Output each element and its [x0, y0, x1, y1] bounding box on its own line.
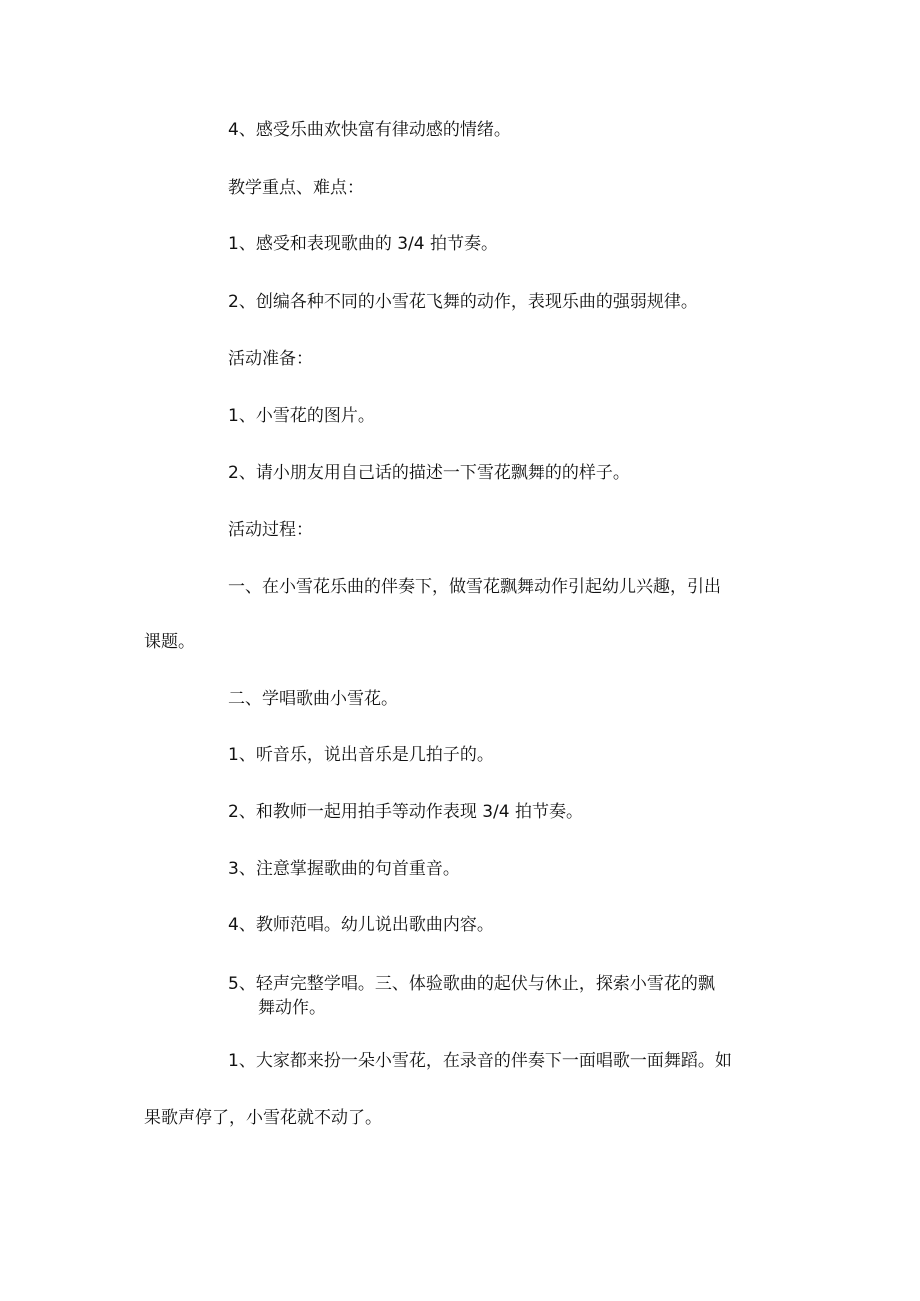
learn-song-2: 2、和教师一起用拍手等动作表现 3/4 拍节奏。 [228, 802, 583, 822]
learn-song-1: 1、听音乐，说出音乐是几拍子的。 [228, 745, 494, 765]
learn-song-4: 4、教师范唱。幼儿说出歌曲内容。 [228, 915, 494, 935]
key-point-1: 1、感受和表现歌曲的 3/4 拍节奏。 [228, 234, 498, 254]
section-heading-process: 活动过程： [228, 520, 313, 540]
process-step-1: 一、在小雪花乐曲的伴奏下，做雪花飘舞动作引起幼儿兴趣，引出 [228, 577, 721, 597]
learn-song-5: 5、轻声完整学唱。三、体验歌曲的起伏与休止，探索小雪花的飘 [228, 974, 715, 994]
explore-step-1: 1、大家都来扮一朵小雪花，在录音的伴奏下一面唱歌一面舞蹈。如 [228, 1051, 732, 1071]
learn-song-5-continued: 舞动作。 [258, 998, 326, 1018]
preparation-2: 2、请小朋友用自己话的描述一下雪花飘舞的的样子。 [228, 463, 630, 483]
preparation-1: 1、小雪花的图片。 [228, 406, 375, 426]
explore-step-1-continued: 果歌声停了，小雪花就不动了。 [144, 1108, 382, 1128]
process-step-1-continued: 课题。 [144, 632, 195, 652]
key-point-2: 2、创编各种不同的小雪花飞舞的动作，表现乐曲的强弱规律。 [228, 292, 698, 312]
process-step-2: 二、学唱歌曲小雪花。 [228, 689, 398, 709]
section-heading-preparation: 活动准备： [228, 349, 313, 369]
section-heading-key-points: 教学重点、难点： [228, 178, 364, 198]
learn-song-3: 3、注意掌握歌曲的句首重音。 [228, 859, 460, 879]
objective-4: 4、感受乐曲欢快富有律动感的情绪。 [228, 120, 511, 140]
